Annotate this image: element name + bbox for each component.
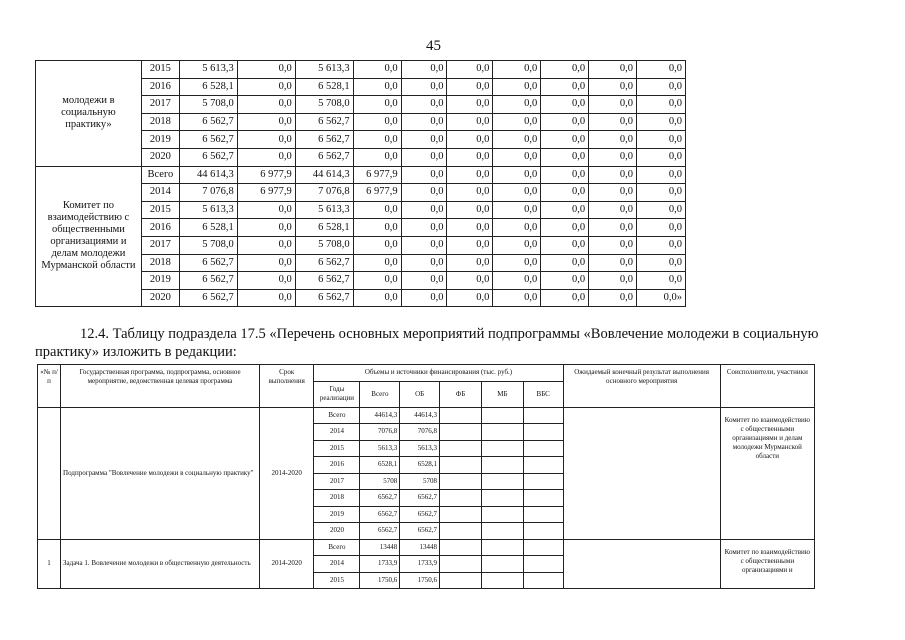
- year-cell: Всего: [314, 407, 360, 424]
- vbs-cell: [523, 473, 563, 490]
- total-cell: 7076,8: [360, 424, 400, 441]
- year-cell: 2017: [314, 473, 360, 490]
- ob-cell: 5613,3: [400, 440, 440, 457]
- value-cell: 6 528,1: [295, 78, 353, 96]
- mb-cell: [481, 506, 523, 523]
- value-cell: 0,0: [541, 236, 589, 254]
- row-executor: Комитет по взаимодействию с общественными организациями и делам молодежи Мурманской области: [720, 407, 814, 539]
- value-cell: 0,0: [589, 219, 637, 237]
- value-cell: 6 528,1: [179, 219, 237, 237]
- value-cell: 0,0: [447, 219, 493, 237]
- row-term: 2014-2020: [259, 539, 313, 589]
- total-cell: 5708: [360, 473, 400, 490]
- value-cell: 0,0: [493, 289, 541, 307]
- value-cell: 0,0: [589, 78, 637, 96]
- fb-cell: [440, 407, 482, 424]
- year-cell: 2019: [314, 506, 360, 523]
- value-cell: 0,0: [637, 219, 686, 237]
- value-cell: 0,0: [589, 113, 637, 131]
- vbs-cell: [523, 407, 563, 424]
- value-cell: 0,0: [589, 148, 637, 166]
- row-term: 2014-2020: [259, 407, 313, 539]
- value-cell: 0,0: [237, 131, 295, 149]
- value-cell: 0,0: [237, 113, 295, 131]
- row-executor: Комитет по взаимодействию с общественными организациями и: [720, 539, 814, 589]
- total-cell: 1733,9: [360, 556, 400, 573]
- value-cell: 0,0: [401, 201, 447, 219]
- year-cell: 2015: [141, 201, 179, 219]
- row-num: 1: [38, 539, 61, 589]
- value-cell: 5 613,3: [179, 61, 237, 79]
- value-cell: 6 562,7: [179, 272, 237, 290]
- value-cell: 0,0: [493, 236, 541, 254]
- value-cell: 5 613,3: [179, 201, 237, 219]
- year-cell: 2017: [141, 96, 179, 114]
- header-num: «№ п/п: [38, 365, 61, 408]
- value-cell: 6 528,1: [295, 219, 353, 237]
- total-cell: 1750,6: [360, 572, 400, 589]
- value-cell: 0,0: [447, 184, 493, 202]
- financing-table-continued: [35, 60, 686, 307]
- header-total: Всего: [360, 381, 400, 407]
- value-cell: 0,0: [401, 219, 447, 237]
- year-cell: 2017: [141, 236, 179, 254]
- ob-cell: 6528,1: [400, 457, 440, 474]
- value-cell: 0,0: [447, 61, 493, 79]
- ob-cell: 6562,7: [400, 506, 440, 523]
- value-cell: 0,0: [541, 289, 589, 307]
- value-cell: 0,0: [541, 272, 589, 290]
- value-cell: 0,0: [237, 272, 295, 290]
- value-cell: 6 562,7: [295, 113, 353, 131]
- vbs-cell: [523, 539, 563, 556]
- year-cell: 2018: [141, 254, 179, 272]
- row-name: Задача 1. Вовлечение молодежи в общественную деятельность: [61, 539, 260, 589]
- value-cell: 0,0: [353, 96, 401, 114]
- value-cell: 6 562,7: [295, 148, 353, 166]
- value-cell: 0,0: [401, 272, 447, 290]
- row-num: [38, 407, 61, 539]
- value-cell: 0,0: [447, 78, 493, 96]
- value-cell: 7 076,8: [179, 184, 237, 202]
- value-cell: 0,0: [493, 78, 541, 96]
- page-number: 45: [426, 38, 441, 54]
- value-cell: 0,0: [589, 201, 637, 219]
- total-cell: 6528,1: [360, 457, 400, 474]
- value-cell: 0,0: [353, 148, 401, 166]
- table-row: [38, 539, 815, 556]
- value-cell: 0,0: [401, 184, 447, 202]
- fb-cell: [440, 473, 482, 490]
- mb-cell: [481, 490, 523, 507]
- year-cell: 2016: [141, 78, 179, 96]
- vbs-cell: [523, 457, 563, 474]
- value-cell: 6 562,7: [179, 289, 237, 307]
- value-cell: 0,0: [637, 148, 686, 166]
- value-cell: 0,0: [589, 61, 637, 79]
- value-cell: 0,0»: [637, 289, 686, 307]
- value-cell: 0,0: [637, 96, 686, 114]
- value-cell: 0,0: [541, 166, 589, 184]
- value-cell: 0,0: [589, 166, 637, 184]
- fb-cell: [440, 523, 482, 540]
- mb-cell: [481, 424, 523, 441]
- vbs-cell: [523, 506, 563, 523]
- ob-cell: 1750,6: [400, 572, 440, 589]
- value-cell: 0,0: [237, 61, 295, 79]
- value-cell: 5 613,3: [295, 61, 353, 79]
- value-cell: 0,0: [401, 148, 447, 166]
- vbs-cell: [523, 556, 563, 573]
- value-cell: 0,0: [447, 254, 493, 272]
- value-cell: 0,0: [493, 113, 541, 131]
- value-cell: 0,0: [589, 184, 637, 202]
- value-cell: 0,0: [401, 254, 447, 272]
- value-cell: 0,0: [353, 201, 401, 219]
- vbs-cell: [523, 424, 563, 441]
- value-cell: 6 562,7: [179, 148, 237, 166]
- header-result: Ожидаемый конечный результат выполнения основного мероприятия: [563, 365, 720, 408]
- value-cell: 0,0: [447, 113, 493, 131]
- value-cell: 0,0: [353, 131, 401, 149]
- value-cell: 44 614,3: [295, 166, 353, 184]
- value-cell: 44 614,3: [179, 166, 237, 184]
- year-cell: 2016: [314, 457, 360, 474]
- total-cell: 44614,3: [360, 407, 400, 424]
- value-cell: 0,0: [637, 254, 686, 272]
- row-label: молодежи в социальную практику»: [36, 61, 142, 167]
- vbs-cell: [523, 490, 563, 507]
- value-cell: 6 562,7: [295, 131, 353, 149]
- value-cell: 0,0: [589, 272, 637, 290]
- mb-cell: [481, 556, 523, 573]
- value-cell: 0,0: [541, 131, 589, 149]
- ob-cell: 6562,7: [400, 523, 440, 540]
- value-cell: 0,0: [493, 96, 541, 114]
- value-cell: 0,0: [237, 254, 295, 272]
- value-cell: 6 528,1: [179, 78, 237, 96]
- fb-cell: [440, 457, 482, 474]
- value-cell: 0,0: [493, 184, 541, 202]
- value-cell: 6 562,7: [295, 254, 353, 272]
- row-name: Подпрограмма "Вовлечение молодежи в социальную практику": [61, 407, 260, 539]
- activities-table: [37, 364, 815, 589]
- value-cell: 0,0: [637, 272, 686, 290]
- fb-cell: [440, 539, 482, 556]
- value-cell: 0,0: [493, 254, 541, 272]
- header-mb: МБ: [481, 381, 523, 407]
- value-cell: 5 613,3: [295, 201, 353, 219]
- header-ob: ОБ: [400, 381, 440, 407]
- fb-cell: [440, 556, 482, 573]
- year-cell: Всего: [141, 166, 179, 184]
- value-cell: 0,0: [401, 96, 447, 114]
- value-cell: 0,0: [237, 219, 295, 237]
- header-volumes: Объемы и источники финансирования (тыс. руб.): [314, 365, 563, 382]
- value-cell: 0,0: [541, 219, 589, 237]
- value-cell: 0,0: [353, 219, 401, 237]
- ob-cell: 7076,8: [400, 424, 440, 441]
- value-cell: 0,0: [353, 113, 401, 131]
- value-cell: 0,0: [541, 113, 589, 131]
- value-cell: 5 708,0: [295, 236, 353, 254]
- year-cell: 2016: [141, 219, 179, 237]
- value-cell: 0,0: [401, 131, 447, 149]
- fb-cell: [440, 506, 482, 523]
- row-result: [563, 539, 720, 589]
- header-program: Государственная программа, подпрограмма, основное мероприятие, ведомственная целевая программа: [61, 365, 260, 408]
- value-cell: 6 977,9: [353, 166, 401, 184]
- ob-cell: 5708: [400, 473, 440, 490]
- value-cell: 0,0: [637, 61, 686, 79]
- value-cell: 6 977,9: [237, 184, 295, 202]
- total-cell: 6562,7: [360, 523, 400, 540]
- value-cell: 0,0: [401, 236, 447, 254]
- value-cell: 5 708,0: [179, 236, 237, 254]
- value-cell: 0,0: [493, 148, 541, 166]
- table-row: [36, 61, 686, 79]
- value-cell: 0,0: [589, 289, 637, 307]
- mb-cell: [481, 440, 523, 457]
- value-cell: 0,0: [493, 131, 541, 149]
- value-cell: 5 708,0: [179, 96, 237, 114]
- mb-cell: [481, 572, 523, 589]
- value-cell: 0,0: [493, 272, 541, 290]
- value-cell: 0,0: [447, 289, 493, 307]
- mb-cell: [481, 473, 523, 490]
- value-cell: 6 562,7: [179, 113, 237, 131]
- year-cell: 2018: [314, 490, 360, 507]
- value-cell: 0,0: [237, 236, 295, 254]
- ob-cell: 44614,3: [400, 407, 440, 424]
- value-cell: 0,0: [589, 236, 637, 254]
- ob-cell: 6562,7: [400, 490, 440, 507]
- value-cell: 0,0: [447, 272, 493, 290]
- year-cell: 2018: [141, 113, 179, 131]
- total-cell: 5613,3: [360, 440, 400, 457]
- value-cell: 0,0: [541, 201, 589, 219]
- year-cell: 2019: [141, 131, 179, 149]
- table-row: [38, 407, 815, 424]
- value-cell: 0,0: [447, 166, 493, 184]
- year-cell: 2020: [141, 289, 179, 307]
- value-cell: 0,0: [637, 113, 686, 131]
- value-cell: 0,0: [637, 166, 686, 184]
- vbs-cell: [523, 523, 563, 540]
- vbs-cell: [523, 440, 563, 457]
- year-cell: 2020: [314, 523, 360, 540]
- value-cell: 6 977,9: [237, 166, 295, 184]
- value-cell: 0,0: [637, 131, 686, 149]
- value-cell: 0,0: [541, 254, 589, 272]
- value-cell: 0,0: [353, 61, 401, 79]
- mb-cell: [481, 523, 523, 540]
- year-cell: 2014: [314, 424, 360, 441]
- year-cell: 2015: [314, 572, 360, 589]
- year-cell: 2014: [314, 556, 360, 573]
- fb-cell: [440, 572, 482, 589]
- fb-cell: [440, 490, 482, 507]
- value-cell: 6 562,7: [295, 289, 353, 307]
- value-cell: 0,0: [353, 289, 401, 307]
- value-cell: 6 562,7: [179, 131, 237, 149]
- year-cell: 2015: [141, 61, 179, 79]
- header-executors: Соисполнители, участники: [720, 365, 814, 408]
- header-term: Срок выполнения: [259, 365, 313, 408]
- value-cell: 6 562,7: [179, 254, 237, 272]
- year-cell: 2020: [141, 148, 179, 166]
- value-cell: 0,0: [353, 272, 401, 290]
- value-cell: 0,0: [541, 61, 589, 79]
- year-cell: 2015: [314, 440, 360, 457]
- header-vbs: ВБС: [523, 381, 563, 407]
- fb-cell: [440, 440, 482, 457]
- value-cell: 0,0: [541, 148, 589, 166]
- value-cell: 0,0: [401, 166, 447, 184]
- value-cell: 0,0: [447, 96, 493, 114]
- value-cell: 0,0: [237, 148, 295, 166]
- value-cell: 0,0: [493, 166, 541, 184]
- value-cell: 6 977,9: [353, 184, 401, 202]
- value-cell: 0,0: [637, 78, 686, 96]
- header-fb: ФБ: [440, 381, 482, 407]
- value-cell: 0,0: [401, 78, 447, 96]
- total-cell: 6562,7: [360, 506, 400, 523]
- value-cell: 0,0: [589, 131, 637, 149]
- row-label: Комитет по взаимодействию с общественными организациями и делам молодежи Мурманской области: [36, 166, 142, 307]
- value-cell: 0,0: [237, 96, 295, 114]
- value-cell: 7 076,8: [295, 184, 353, 202]
- value-cell: 0,0: [447, 148, 493, 166]
- value-cell: 0,0: [493, 219, 541, 237]
- mb-cell: [481, 539, 523, 556]
- ob-cell: 13448: [400, 539, 440, 556]
- value-cell: 0,0: [353, 78, 401, 96]
- vbs-cell: [523, 572, 563, 589]
- value-cell: 0,0: [401, 61, 447, 79]
- value-cell: 0,0: [637, 184, 686, 202]
- row-result: [563, 407, 720, 539]
- value-cell: 0,0: [353, 236, 401, 254]
- value-cell: 5 708,0: [295, 96, 353, 114]
- value-cell: 0,0: [637, 201, 686, 219]
- total-cell: 6562,7: [360, 490, 400, 507]
- header-years: Годы реализации: [314, 381, 360, 407]
- value-cell: 0,0: [237, 289, 295, 307]
- value-cell: 6 562,7: [295, 272, 353, 290]
- value-cell: 0,0: [447, 201, 493, 219]
- fb-cell: [440, 424, 482, 441]
- value-cell: 0,0: [541, 78, 589, 96]
- year-cell: Всего: [314, 539, 360, 556]
- value-cell: 0,0: [401, 113, 447, 131]
- value-cell: 0,0: [447, 131, 493, 149]
- year-cell: 2014: [141, 184, 179, 202]
- mb-cell: [481, 407, 523, 424]
- value-cell: 0,0: [401, 289, 447, 307]
- amendment-paragraph: 12.4. Таблицу подраздела 17.5 «Перечень основных мероприятий подпрограммы «Вовлечение молодежи в социальную практику» изложить в редакции:: [35, 326, 819, 360]
- total-cell: 13448: [360, 539, 400, 556]
- value-cell: 0,0: [637, 236, 686, 254]
- value-cell: 0,0: [589, 254, 637, 272]
- value-cell: 0,0: [541, 184, 589, 202]
- value-cell: 0,0: [353, 254, 401, 272]
- value-cell: 0,0: [237, 201, 295, 219]
- value-cell: 0,0: [447, 236, 493, 254]
- year-cell: 2019: [141, 272, 179, 290]
- value-cell: 0,0: [541, 96, 589, 114]
- value-cell: 0,0: [493, 201, 541, 219]
- value-cell: 0,0: [589, 96, 637, 114]
- table-row: [36, 166, 686, 184]
- value-cell: 0,0: [237, 78, 295, 96]
- ob-cell: 1733,9: [400, 556, 440, 573]
- value-cell: 0,0: [493, 61, 541, 79]
- mb-cell: [481, 457, 523, 474]
